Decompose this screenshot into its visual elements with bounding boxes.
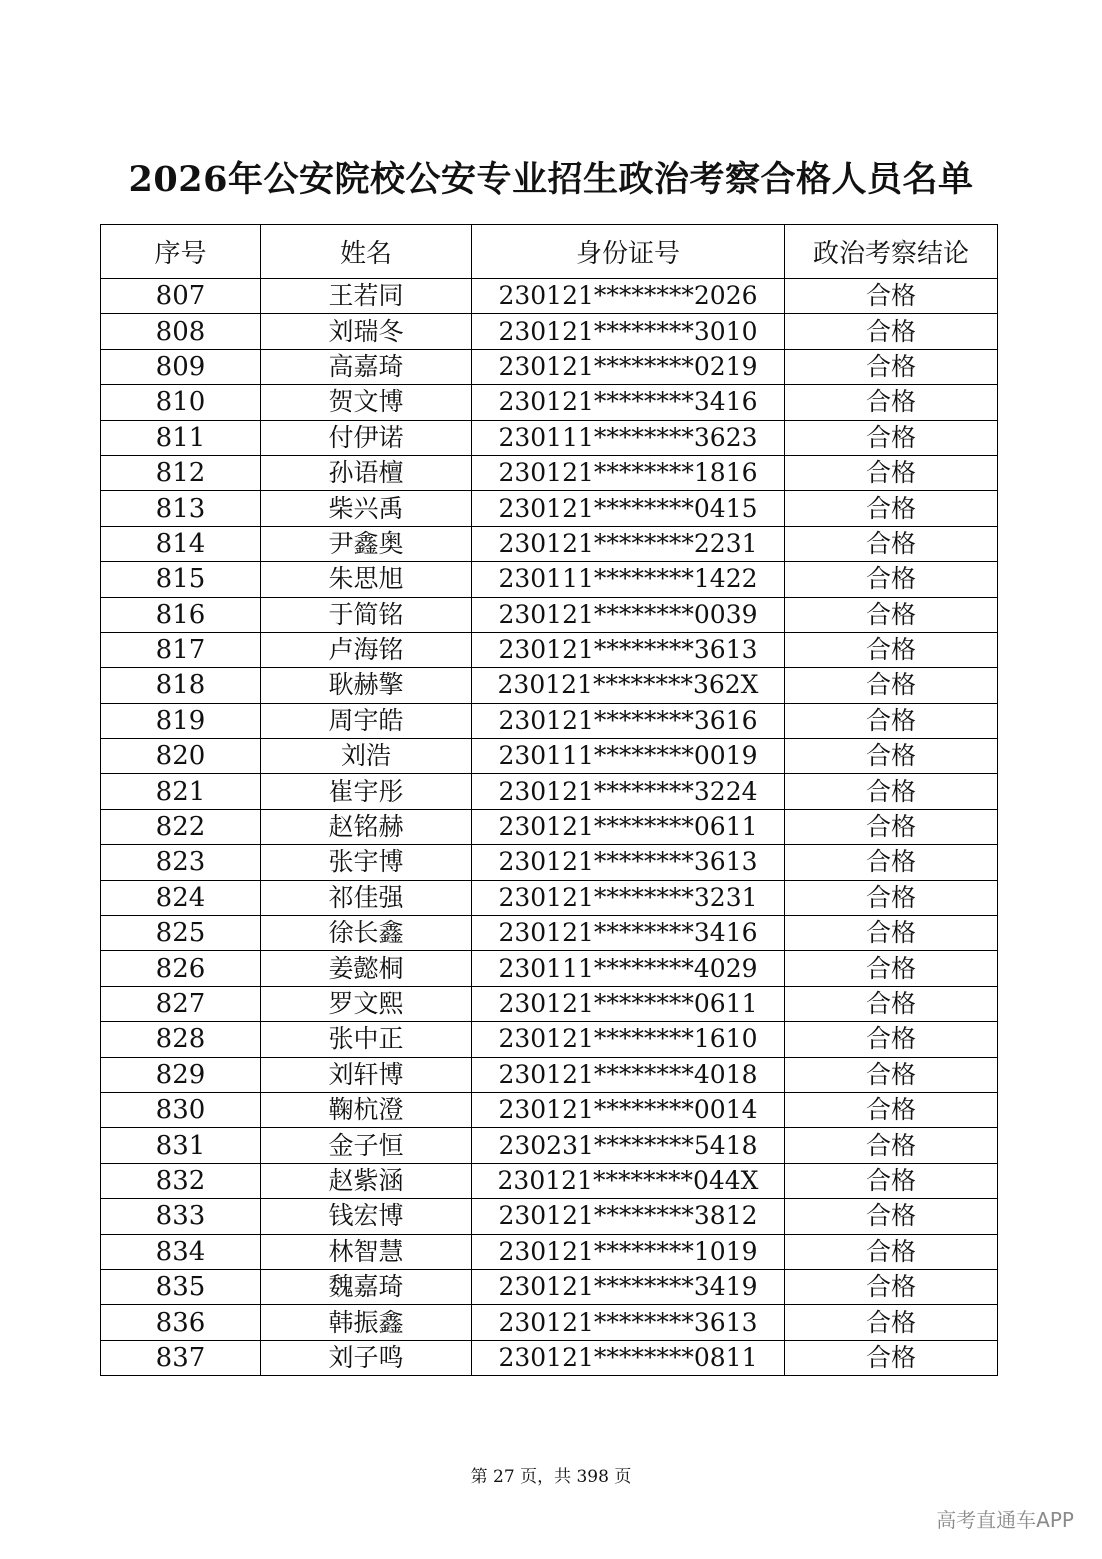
name-cell: 耿赫擎 bbox=[261, 668, 472, 703]
table-row bbox=[101, 385, 998, 420]
id-number-cell: 230121********3613 bbox=[472, 632, 785, 667]
name-cell: 周宇皓 bbox=[261, 703, 472, 738]
table-row bbox=[101, 1199, 998, 1234]
roster-table bbox=[100, 224, 998, 1376]
table-body bbox=[101, 279, 998, 1376]
table-row bbox=[101, 1128, 998, 1163]
id-number-cell: 230121********3224 bbox=[472, 774, 785, 809]
name-cell: 刘浩 bbox=[261, 739, 472, 774]
serial-cell: 807 bbox=[101, 279, 261, 314]
table-row bbox=[101, 951, 998, 986]
id-number-cell: 230121********2231 bbox=[472, 526, 785, 561]
name-cell: 于简铭 bbox=[261, 597, 472, 632]
id-number-cell: 230121********0039 bbox=[472, 597, 785, 632]
id-number-cell: 230121********0811 bbox=[472, 1340, 785, 1375]
serial-cell: 837 bbox=[101, 1340, 261, 1375]
serial-cell: 826 bbox=[101, 951, 261, 986]
table-row bbox=[101, 880, 998, 915]
id-number-cell: 230121********1816 bbox=[472, 455, 785, 490]
serial-cell: 811 bbox=[101, 420, 261, 455]
conclusion-cell: 合格 bbox=[785, 420, 998, 455]
table-row bbox=[101, 420, 998, 455]
watermark: 高考直通车APP bbox=[936, 1508, 1074, 1532]
serial-cell: 813 bbox=[101, 491, 261, 526]
name-cell: 韩振鑫 bbox=[261, 1305, 472, 1340]
id-number-cell: 230121********3010 bbox=[472, 314, 785, 349]
serial-cell: 828 bbox=[101, 1022, 261, 1057]
table-row bbox=[101, 809, 998, 844]
table-row bbox=[101, 279, 998, 314]
table-row bbox=[101, 986, 998, 1021]
table-row bbox=[101, 314, 998, 349]
table-row bbox=[101, 597, 998, 632]
serial-cell: 822 bbox=[101, 809, 261, 844]
header-name: 姓名 bbox=[261, 225, 472, 279]
conclusion-cell: 合格 bbox=[785, 1022, 998, 1057]
serial-cell: 830 bbox=[101, 1092, 261, 1127]
name-cell: 张宇博 bbox=[261, 845, 472, 880]
table-row bbox=[101, 845, 998, 880]
conclusion-cell: 合格 bbox=[785, 526, 998, 561]
conclusion-cell: 合格 bbox=[785, 562, 998, 597]
id-number-cell: 230121********3613 bbox=[472, 845, 785, 880]
table-row bbox=[101, 916, 998, 951]
conclusion-cell: 合格 bbox=[785, 951, 998, 986]
table-row bbox=[101, 774, 998, 809]
table-row bbox=[101, 491, 998, 526]
conclusion-cell: 合格 bbox=[785, 632, 998, 667]
serial-cell: 818 bbox=[101, 668, 261, 703]
serial-cell: 833 bbox=[101, 1199, 261, 1234]
id-number-cell: 230121********0219 bbox=[472, 349, 785, 384]
conclusion-cell: 合格 bbox=[785, 279, 998, 314]
name-cell: 赵铭赫 bbox=[261, 809, 472, 844]
conclusion-cell: 合格 bbox=[785, 916, 998, 951]
name-cell: 王若同 bbox=[261, 279, 472, 314]
id-number-cell: 230111********3623 bbox=[472, 420, 785, 455]
name-cell: 柴兴禹 bbox=[261, 491, 472, 526]
name-cell: 卢海铭 bbox=[261, 632, 472, 667]
conclusion-cell: 合格 bbox=[785, 1057, 998, 1092]
page-number: 第 27 页，共 398 页 bbox=[470, 1467, 632, 1487]
serial-cell: 819 bbox=[101, 703, 261, 738]
conclusion-cell: 合格 bbox=[785, 845, 998, 880]
id-number-cell: 230121********0611 bbox=[472, 809, 785, 844]
table-row bbox=[101, 1163, 998, 1198]
conclusion-cell: 合格 bbox=[785, 491, 998, 526]
name-cell: 姜懿桐 bbox=[261, 951, 472, 986]
serial-cell: 808 bbox=[101, 314, 261, 349]
header-id-number: 身份证号 bbox=[472, 225, 785, 279]
serial-cell: 810 bbox=[101, 385, 261, 420]
id-number-cell: 230121********044X bbox=[472, 1163, 785, 1198]
serial-cell: 824 bbox=[101, 880, 261, 915]
name-cell: 崔宇彤 bbox=[261, 774, 472, 809]
name-cell: 鞠杭澄 bbox=[261, 1092, 472, 1127]
id-number-cell: 230121********4018 bbox=[472, 1057, 785, 1092]
name-cell: 金子恒 bbox=[261, 1128, 472, 1163]
conclusion-cell: 合格 bbox=[785, 1340, 998, 1375]
id-number-cell: 230121********3812 bbox=[472, 1199, 785, 1234]
table-row bbox=[101, 1269, 998, 1304]
serial-cell: 809 bbox=[101, 349, 261, 384]
name-cell: 付伊诺 bbox=[261, 420, 472, 455]
serial-cell: 834 bbox=[101, 1234, 261, 1269]
id-number-cell: 230111********0019 bbox=[472, 739, 785, 774]
serial-cell: 821 bbox=[101, 774, 261, 809]
serial-cell: 814 bbox=[101, 526, 261, 561]
id-number-cell: 230121********3613 bbox=[472, 1305, 785, 1340]
serial-cell: 835 bbox=[101, 1269, 261, 1304]
serial-cell: 836 bbox=[101, 1305, 261, 1340]
id-number-cell: 230121********2026 bbox=[472, 279, 785, 314]
table-row bbox=[101, 668, 998, 703]
serial-cell: 832 bbox=[101, 1163, 261, 1198]
conclusion-cell: 合格 bbox=[785, 1305, 998, 1340]
conclusion-cell: 合格 bbox=[785, 668, 998, 703]
table-row bbox=[101, 526, 998, 561]
name-cell: 徐长鑫 bbox=[261, 916, 472, 951]
header-serial-number: 序号 bbox=[101, 225, 261, 279]
conclusion-cell: 合格 bbox=[785, 314, 998, 349]
table-row bbox=[101, 562, 998, 597]
conclusion-cell: 合格 bbox=[785, 809, 998, 844]
name-cell: 尹鑫奥 bbox=[261, 526, 472, 561]
id-number-cell: 230121********0014 bbox=[472, 1092, 785, 1127]
conclusion-cell: 合格 bbox=[785, 385, 998, 420]
table-row bbox=[101, 349, 998, 384]
conclusion-cell: 合格 bbox=[785, 1092, 998, 1127]
id-number-cell: 230121********3416 bbox=[472, 916, 785, 951]
conclusion-cell: 合格 bbox=[785, 880, 998, 915]
table-row bbox=[101, 1234, 998, 1269]
id-number-cell: 230231********5418 bbox=[472, 1128, 785, 1163]
serial-cell: 827 bbox=[101, 986, 261, 1021]
name-cell: 刘子鸣 bbox=[261, 1340, 472, 1375]
id-number-cell: 230121********3419 bbox=[472, 1269, 785, 1304]
name-cell: 钱宏博 bbox=[261, 1199, 472, 1234]
name-cell: 祁佳强 bbox=[261, 880, 472, 915]
id-number-cell: 230121********1610 bbox=[472, 1022, 785, 1057]
table-row bbox=[101, 1340, 998, 1375]
conclusion-cell: 合格 bbox=[785, 597, 998, 632]
page-title: 2026年公安院校公安专业招生政治考察合格人员名单 bbox=[128, 159, 974, 200]
serial-cell: 815 bbox=[101, 562, 261, 597]
table-header bbox=[101, 225, 998, 279]
conclusion-cell: 合格 bbox=[785, 1234, 998, 1269]
conclusion-cell: 合格 bbox=[785, 739, 998, 774]
conclusion-cell: 合格 bbox=[785, 1199, 998, 1234]
table-row bbox=[101, 1092, 998, 1127]
id-number-cell: 230111********1422 bbox=[472, 562, 785, 597]
name-cell: 高嘉琦 bbox=[261, 349, 472, 384]
header-row bbox=[101, 225, 998, 279]
conclusion-cell: 合格 bbox=[785, 703, 998, 738]
name-cell: 张中正 bbox=[261, 1022, 472, 1057]
conclusion-cell: 合格 bbox=[785, 1128, 998, 1163]
table-row bbox=[101, 739, 998, 774]
serial-cell: 812 bbox=[101, 455, 261, 490]
id-number-cell: 230121********362X bbox=[472, 668, 785, 703]
table-row bbox=[101, 1305, 998, 1340]
table-row bbox=[101, 455, 998, 490]
id-number-cell: 230121********1019 bbox=[472, 1234, 785, 1269]
name-cell: 赵紫涵 bbox=[261, 1163, 472, 1198]
id-number-cell: 230121********3231 bbox=[472, 880, 785, 915]
id-number-cell: 230121********0415 bbox=[472, 491, 785, 526]
id-number-cell: 230121********3616 bbox=[472, 703, 785, 738]
conclusion-cell: 合格 bbox=[785, 1269, 998, 1304]
name-cell: 魏嘉琦 bbox=[261, 1269, 472, 1304]
id-number-cell: 230121********3416 bbox=[472, 385, 785, 420]
conclusion-cell: 合格 bbox=[785, 455, 998, 490]
id-number-cell: 230111********4029 bbox=[472, 951, 785, 986]
serial-cell: 817 bbox=[101, 632, 261, 667]
name-cell: 朱思旭 bbox=[261, 562, 472, 597]
table-row bbox=[101, 1022, 998, 1057]
table-row bbox=[101, 1057, 998, 1092]
id-number-cell: 230121********0611 bbox=[472, 986, 785, 1021]
name-cell: 刘瑞冬 bbox=[261, 314, 472, 349]
serial-cell: 816 bbox=[101, 597, 261, 632]
table-row bbox=[101, 632, 998, 667]
serial-cell: 829 bbox=[101, 1057, 261, 1092]
conclusion-cell: 合格 bbox=[785, 986, 998, 1021]
header-conclusion: 政治考察结论 bbox=[785, 225, 998, 279]
name-cell: 罗文熙 bbox=[261, 986, 472, 1021]
serial-cell: 825 bbox=[101, 916, 261, 951]
name-cell: 孙语檀 bbox=[261, 455, 472, 490]
conclusion-cell: 合格 bbox=[785, 349, 998, 384]
name-cell: 林智慧 bbox=[261, 1234, 472, 1269]
serial-cell: 831 bbox=[101, 1128, 261, 1163]
conclusion-cell: 合格 bbox=[785, 1163, 998, 1198]
serial-cell: 823 bbox=[101, 845, 261, 880]
name-cell: 刘轩博 bbox=[261, 1057, 472, 1092]
table-row bbox=[101, 703, 998, 738]
name-cell: 贺文博 bbox=[261, 385, 472, 420]
serial-cell: 820 bbox=[101, 739, 261, 774]
conclusion-cell: 合格 bbox=[785, 774, 998, 809]
